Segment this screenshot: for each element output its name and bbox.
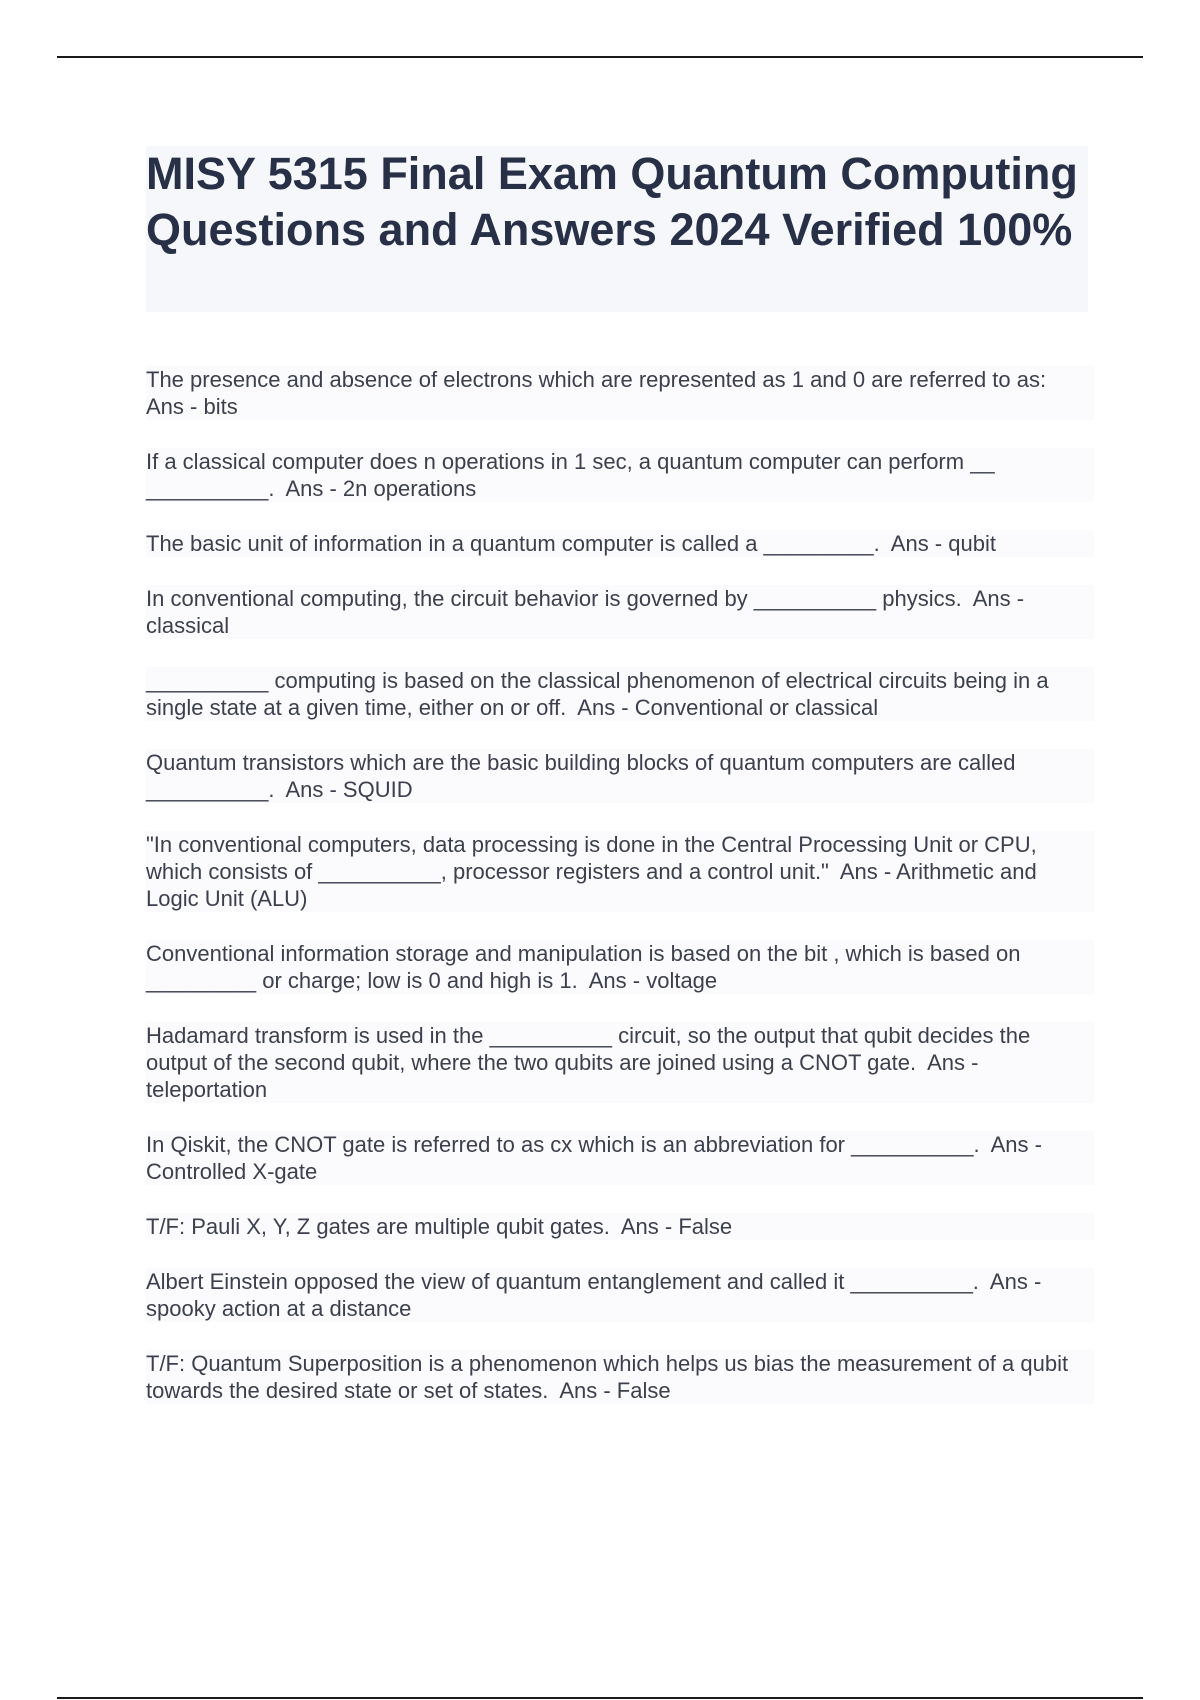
qa-item: The basic unit of information in a quantum computer is called a _________. Ans - qubit <box>146 530 1094 557</box>
qa-item: __________ computing is based on the classical phenomenon of electrical circuits being in a single state at a given time, either on or off. Ans - Conventional or classical <box>146 667 1094 721</box>
bottom-rule <box>57 1697 1143 1699</box>
qa-item: Albert Einstein opposed the view of quantum entanglement and called it __________. Ans - spooky action at a distance <box>146 1268 1094 1322</box>
qa-item: In Qiskit, the CNOT gate is referred to as cx which is an abbreviation for __________. Ans - Controlled X-gate <box>146 1131 1094 1185</box>
qa-item: If a classical computer does n operations in 1 sec, a quantum computer can perform __ __________. Ans - 2n operations <box>146 448 1094 502</box>
qa-item: Conventional information storage and manipulation is based on the bit , which is based on _________ or charge; low is 0 and high is 1. Ans - voltage <box>146 940 1094 994</box>
title-block <box>146 146 1088 312</box>
qa-item: In conventional computing, the circuit behavior is governed by __________ physics. Ans - classical <box>146 585 1094 639</box>
qa-list <box>146 366 1094 1432</box>
document-title: MISY 5315 Final Exam Quantum Computing Questions and Answers 2024 Verified 100% <box>146 148 1078 255</box>
qa-item: Quantum transistors which are the basic building blocks of quantum computers are called __________. Ans - SQUID <box>146 749 1094 803</box>
qa-item: T/F: Pauli X, Y, Z gates are multiple qubit gates. Ans - False <box>146 1213 1094 1240</box>
top-rule <box>57 56 1143 58</box>
qa-item: Hadamard transform is used in the __________ circuit, so the output that qubit decides the output of the second qubit, where the two qubits are joined using a CNOT gate. Ans - teleportation <box>146 1022 1094 1103</box>
qa-item: "In conventional computers, data processing is done in the Central Processing Unit or CPU, which consists of __________, processor registers and a control unit." Ans - Arithmetic and Logic Unit (ALU) <box>146 831 1094 912</box>
qa-item: The presence and absence of electrons which are represented as 1 and 0 are referred to as: Ans - bits <box>146 366 1094 420</box>
qa-item: T/F: Quantum Superposition is a phenomenon which helps us bias the measurement of a qubit towards the desired state or set of states. Ans - False <box>146 1350 1094 1404</box>
